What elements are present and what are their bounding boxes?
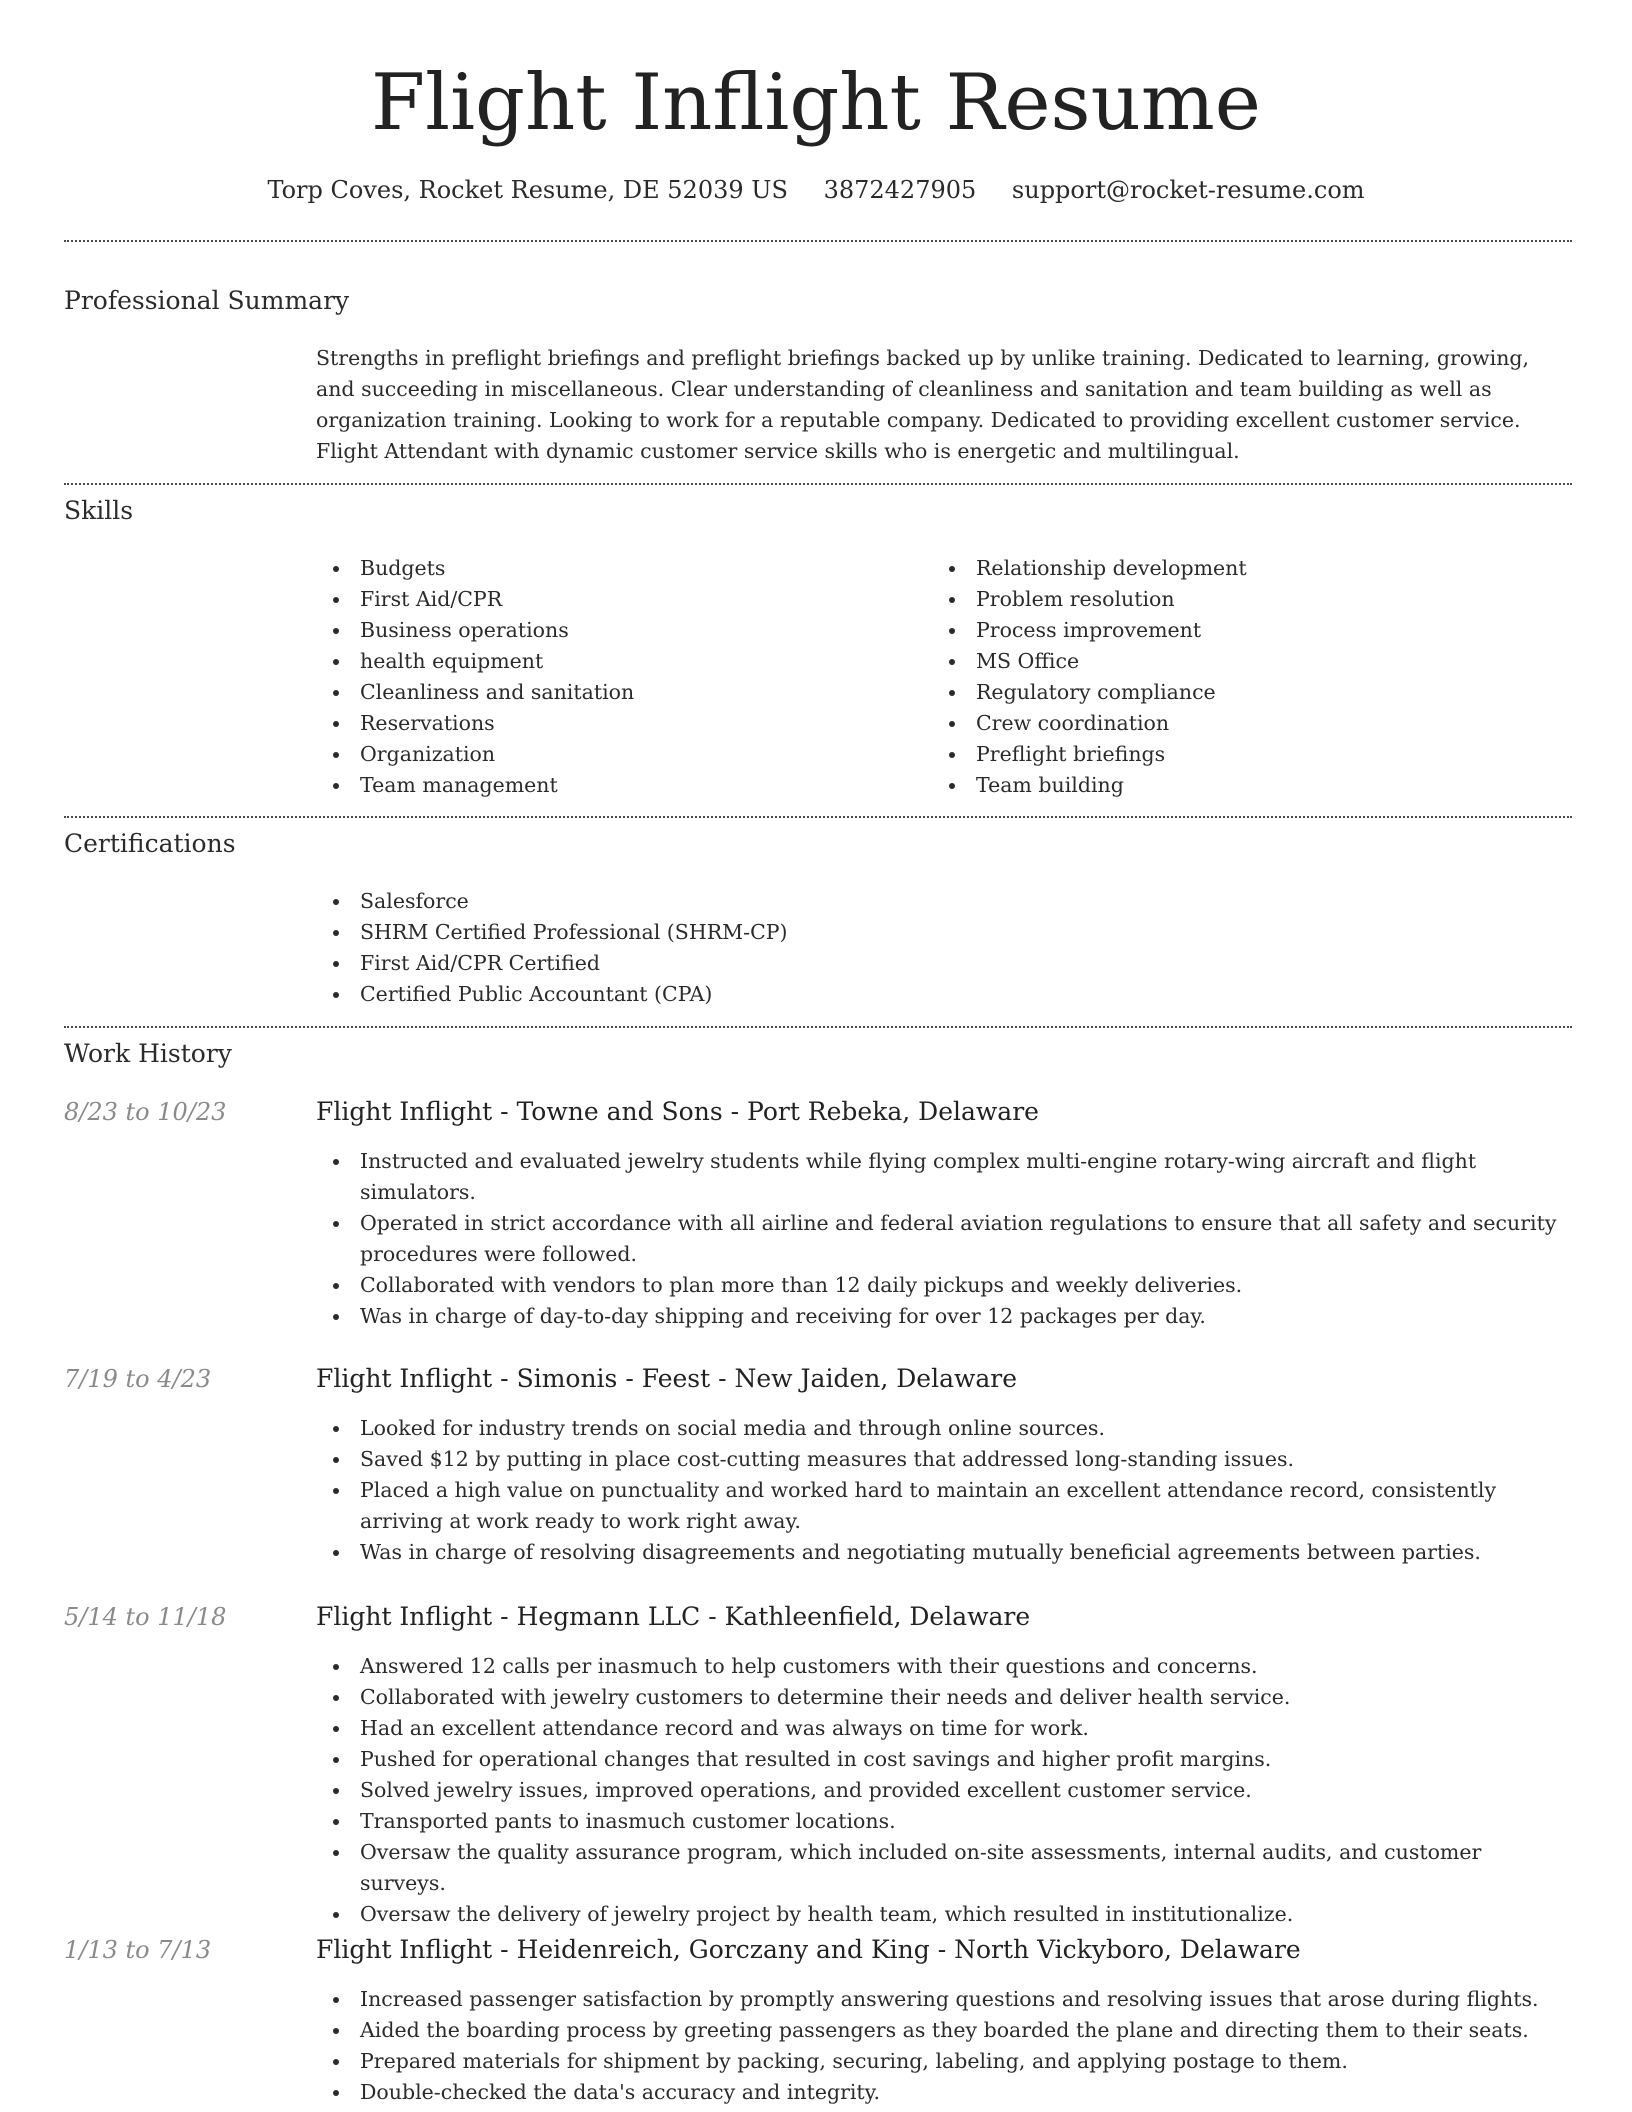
summary-text: Strengths in preflight briefings and preflight briefings backed up by unlike training. Dedicated to learning, growing, and succeeding in miscellaneous. Clear understanding of cleanliness and sanitation and team building as well as organization training. Looking to work for a reputable company. Dedicated to providing excellent customer service. Flight Attendant with dynamic customer service skills who is energetic and multilingual. [316, 346, 1530, 463]
skill-item: Organization [316, 739, 916, 770]
job-duty-item: Collaborated with jewelry customers to determine their needs and deliver health service. [316, 1682, 1566, 1713]
skill-item: First Aid/CPR [316, 584, 916, 615]
certification-item: SHRM Certified Professional (SHRM-CP) [316, 917, 1216, 948]
job-dates: 5/14 to 11/18 [64, 1603, 227, 1631]
skill-item: Business operations [316, 615, 916, 646]
skill-item: Team building [932, 770, 1532, 801]
section-divider [64, 1026, 1572, 1028]
skill-item: Problem resolution [932, 584, 1532, 615]
job-duty-item: Double-checked the data's accuracy and integrity. [316, 2077, 1566, 2108]
skill-item: Process improvement [932, 615, 1532, 646]
job-duty-item: Placed a high value on punctuality and worked hard to maintain an excellent attendance record, consistently arriving at work ready to work right away. [316, 1475, 1566, 1537]
skill-item: Crew coordination [932, 708, 1532, 739]
job-title: Flight Inflight - Simonis - Feest - New Jaiden, Delaware [316, 1364, 1018, 1393]
summary-heading: Professional Summary [64, 286, 350, 315]
job-duty-item: Was in charge of day-to-day shipping and receiving for over 12 packages per day. [316, 1301, 1566, 1332]
section-divider [64, 240, 1572, 242]
job-duty-item: Pushed for operational changes that resulted in cost savings and higher profit margins. [316, 1744, 1566, 1775]
job-duties [316, 1413, 1566, 1568]
skills-column-left [316, 553, 916, 801]
job-duty-item: Prepared materials for shipment by packing, securing, labeling, and applying postage to them. [316, 2046, 1566, 2077]
skill-item: Reservations [316, 708, 916, 739]
contact-address: Torp Coves, Rocket Resume, DE 52039 US [267, 176, 788, 204]
skills-list-right [932, 553, 1532, 801]
job-duty-item: Aided the boarding process by greeting passengers as they boarded the plane and directing them to their seats. [316, 2015, 1566, 2046]
certifications-list [316, 886, 1216, 1010]
certification-item: Certified Public Accountant (CPA) [316, 979, 1216, 1010]
contact-email: support@rocket-resume.com [1011, 176, 1365, 204]
job-duty-item: Instructed and evaluated jewelry students while flying complex multi-engine rotary-wing aircraft and flight simulators. [316, 1146, 1566, 1208]
resume-title: Flight Inflight Resume [371, 58, 1261, 148]
skill-item: Regulatory compliance [932, 677, 1532, 708]
job-duties [316, 1984, 1566, 2108]
skills-heading: Skills [64, 496, 134, 525]
job-dates: 7/19 to 4/23 [64, 1365, 212, 1393]
skill-item: Budgets [316, 553, 916, 584]
skills-column-right [932, 553, 1532, 801]
contact-phone: 3872427905 [823, 176, 977, 204]
job-duty-item: Oversaw the delivery of jewelry project by health team, which resulted in institutionalize. [316, 1899, 1566, 1930]
job-duty-item: Was in charge of resolving disagreements and negotiating mutually beneficial agreements between parties. [316, 1537, 1566, 1568]
job-duty-item: Transported pants to inasmuch customer locations. [316, 1806, 1566, 1837]
job-duty-item: Answered 12 calls per inasmuch to help customers with their questions and concerns. [316, 1651, 1566, 1682]
section-divider [64, 483, 1572, 485]
job-title: Flight Inflight - Hegmann LLC - Kathleenfield, Delaware [316, 1602, 1031, 1631]
work-history-heading: Work History [64, 1039, 232, 1068]
certification-item: Salesforce [316, 886, 1216, 917]
job-dates: 1/13 to 7/13 [64, 1936, 212, 1964]
job-duty-item: Had an excellent attendance record and was always on time for work. [316, 1713, 1566, 1744]
job-dates: 8/23 to 10/23 [64, 1098, 227, 1126]
skill-item: health equipment [316, 646, 916, 677]
job-duty-item: Solved jewelry issues, improved operations, and provided excellent customer service. [316, 1775, 1566, 1806]
job-duty-item: Saved $12 by putting in place cost-cutting measures that addressed long-standing issues. [316, 1444, 1566, 1475]
job-duty-item: Oversaw the quality assurance program, which included on-site assessments, internal audits, and customer surveys. [316, 1837, 1566, 1899]
job-title: Flight Inflight - Heidenreich, Gorczany and King - North Vickyboro, Delaware [316, 1935, 1301, 1964]
job-duty-item: Looked for industry trends on social media and through online sources. [316, 1413, 1566, 1444]
job-duty-item: Increased passenger satisfaction by promptly answering questions and resolving issues that arose during flights. [316, 1984, 1566, 2015]
contact-line [0, 170, 1632, 210]
job-duties [316, 1651, 1566, 1930]
skill-item: Cleanliness and sanitation [316, 677, 916, 708]
job-title: Flight Inflight - Towne and Sons - Port Rebeka, Delaware [316, 1097, 1039, 1126]
skill-item: Preflight briefings [932, 739, 1532, 770]
skills-list-left [316, 553, 916, 801]
certifications-heading: Certifications [64, 829, 236, 858]
section-divider [64, 816, 1572, 818]
skill-item: MS Office [932, 646, 1532, 677]
job-duty-item: Collaborated with vendors to plan more than 12 daily pickups and weekly deliveries. [316, 1270, 1566, 1301]
job-duties [316, 1146, 1566, 1332]
skill-item: Relationship development [932, 553, 1532, 584]
skill-item: Team management [316, 770, 916, 801]
job-duty-item: Operated in strict accordance with all airline and federal aviation regulations to ensure that all safety and security procedures were followed. [316, 1208, 1566, 1270]
certification-item: First Aid/CPR Certified [316, 948, 1216, 979]
